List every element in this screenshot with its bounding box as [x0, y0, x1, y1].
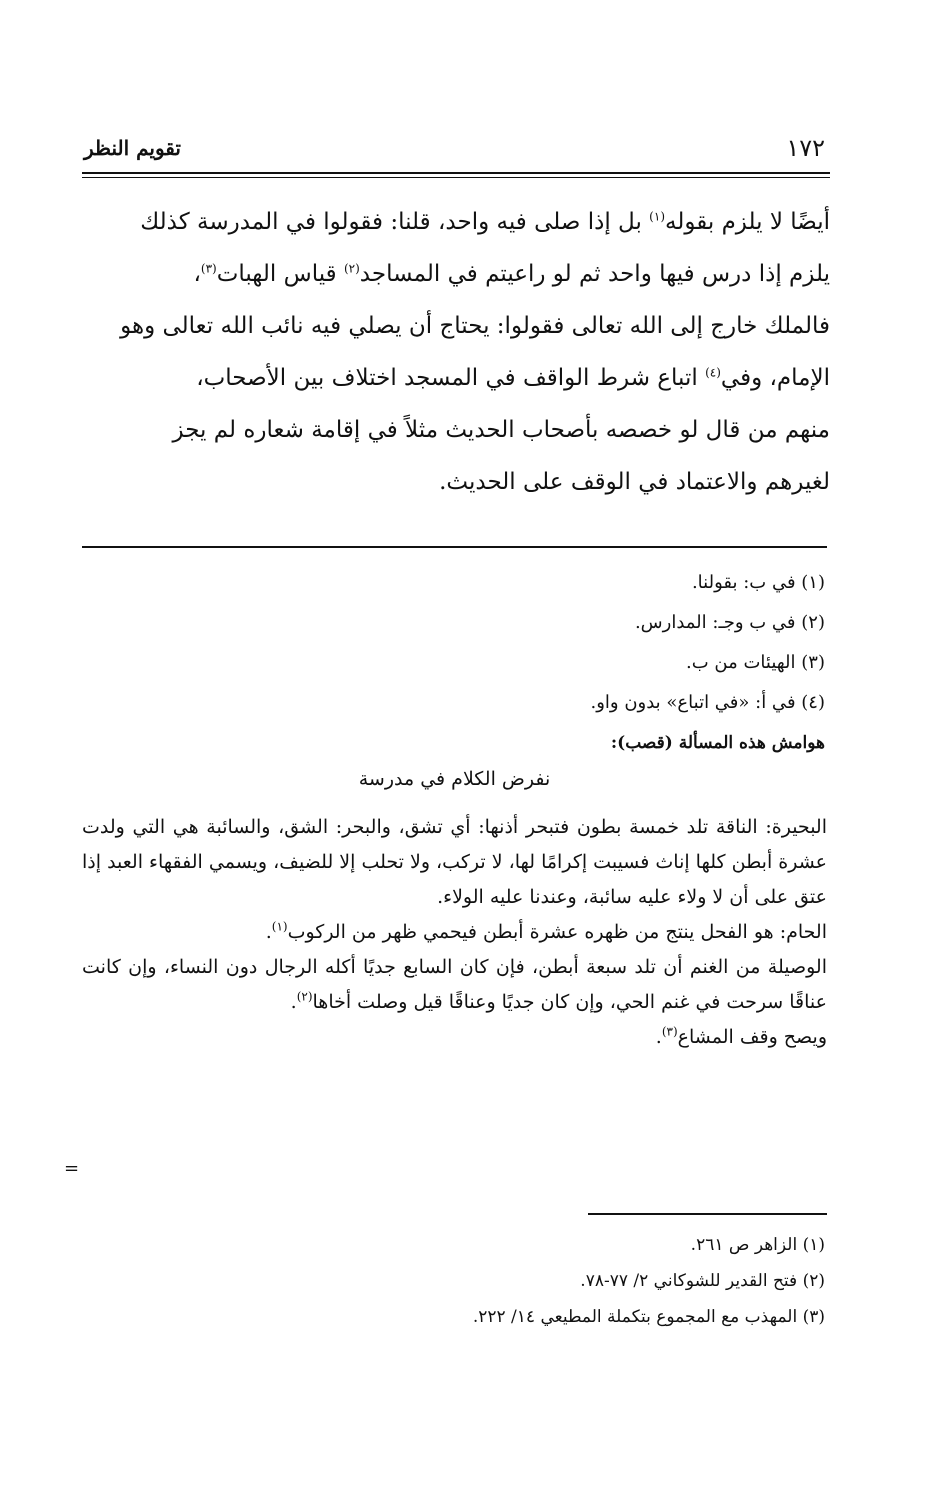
footnote: (٢) في ب وجـ: المدارس. — [634, 612, 825, 633]
footnote-ref: (٤) — [705, 365, 721, 380]
footnote-divider — [82, 546, 827, 548]
continuation-mark: = — [64, 1158, 80, 1179]
footnote-ref: (٣) — [200, 261, 217, 276]
references-section — [80, 1227, 825, 1335]
header-rule-thin — [82, 177, 830, 178]
footnote-ref: (١) — [271, 919, 288, 934]
reference-footnote: (٢) فتح القدير للشوكاني ٢/ ٧٧-٧٨. — [580, 1271, 825, 1291]
reference-footnote: (١) الزاهر ص ٢٦١. — [690, 1235, 825, 1255]
footnotes-section — [80, 563, 825, 723]
footnote-ref: (٢) — [343, 261, 360, 276]
commentary-section — [82, 810, 827, 1055]
footnote-ref: (٣) — [661, 1024, 678, 1039]
footnote: (١) في ب: بقولنا. — [691, 572, 825, 593]
commentary-paragraph: ويصح وقف المشاع$^{(٣)}$. — [655, 1024, 827, 1048]
commentary-paragraph: البحيرة: الناقة تلد خمسة بطون فتبحر أذنها: أي تشق، والبحر: الشق، والسائبة هي التي ولدت عشرة أبطن كلها إناث فسيبت إكرامًا لها، لا تركب، ولا تحلب إلا للضيف، ويسمي الفقهاء العبد إذا عتق على أن لا ولاء عليه سائبة، وعندنا عليه الولاء. — [82, 816, 827, 908]
hawamish-heading: هوامش هذه المسألة (قصب): — [610, 733, 825, 753]
main-line: أيضًا لا يلزم بقوله$^{(١)}$ بل إذا صلى فيه واحد، قلنا: فقولوا في المدرسة كذلك — [140, 209, 830, 235]
main-line: فالملك خارج إلى الله تعالى فقولوا: يحتاج أن يصلي فيه نائب الله تعالى وهو — [120, 313, 830, 339]
footnote: (٤) في أ: «في اتباع» بدون واو. — [590, 692, 825, 713]
main-line: منهم من قال لو خصصه بأصحاب الحديث مثلاً في إقامة شعاره لم يجز — [172, 417, 830, 443]
main-line: يلزم إذا درس فيها واحد ثم لو راعيتم في المساجد$^{(٢)}$ قياس الهبات$^{(٣)}$، — [193, 261, 830, 287]
main-line: لغيرهم والاعتماد في الوقف على الحديث. — [439, 469, 830, 495]
reference-footnote: (٣) المهذب مع المجموع بتكملة المطيعي ١٤/ ٢٢٢. — [472, 1307, 825, 1327]
footnote: (٣) الهيئات من ب. — [686, 652, 825, 673]
commentary-paragraph: الوصيلة من الغنم أن تلد سبعة أبطن، فإن كان السابع جديًا أكله الرجال دون النساء، وإن كانت عناقًا سرحت في غنم الحي، وإن كان جديًا وعناقًا قيل وصلت أخاها$^{(٢)}$. — [82, 956, 827, 1013]
footnote-divider-short — [588, 1213, 827, 1215]
commentary-paragraph: الحام: هو الفحل ينتج من ظهره عشرة أبطن فيحمي ظهر من الركوب$^{(١)}$. — [265, 919, 827, 943]
main-text — [82, 196, 830, 508]
footnote-ref: (١) — [649, 209, 665, 224]
page-number: ١٧٢ — [786, 134, 825, 162]
book-title: تقويم النظر — [84, 136, 181, 160]
main-line: الإمام، وفي$^{(٤)}$ اتباع شرط الواقف في المسجد اختلاف بين الأصحاب، — [196, 365, 830, 391]
centered-title: نفرض الكلام في مدرسة — [358, 768, 551, 790]
header-rule — [82, 172, 830, 174]
footnote-ref: (٢) — [296, 989, 313, 1004]
